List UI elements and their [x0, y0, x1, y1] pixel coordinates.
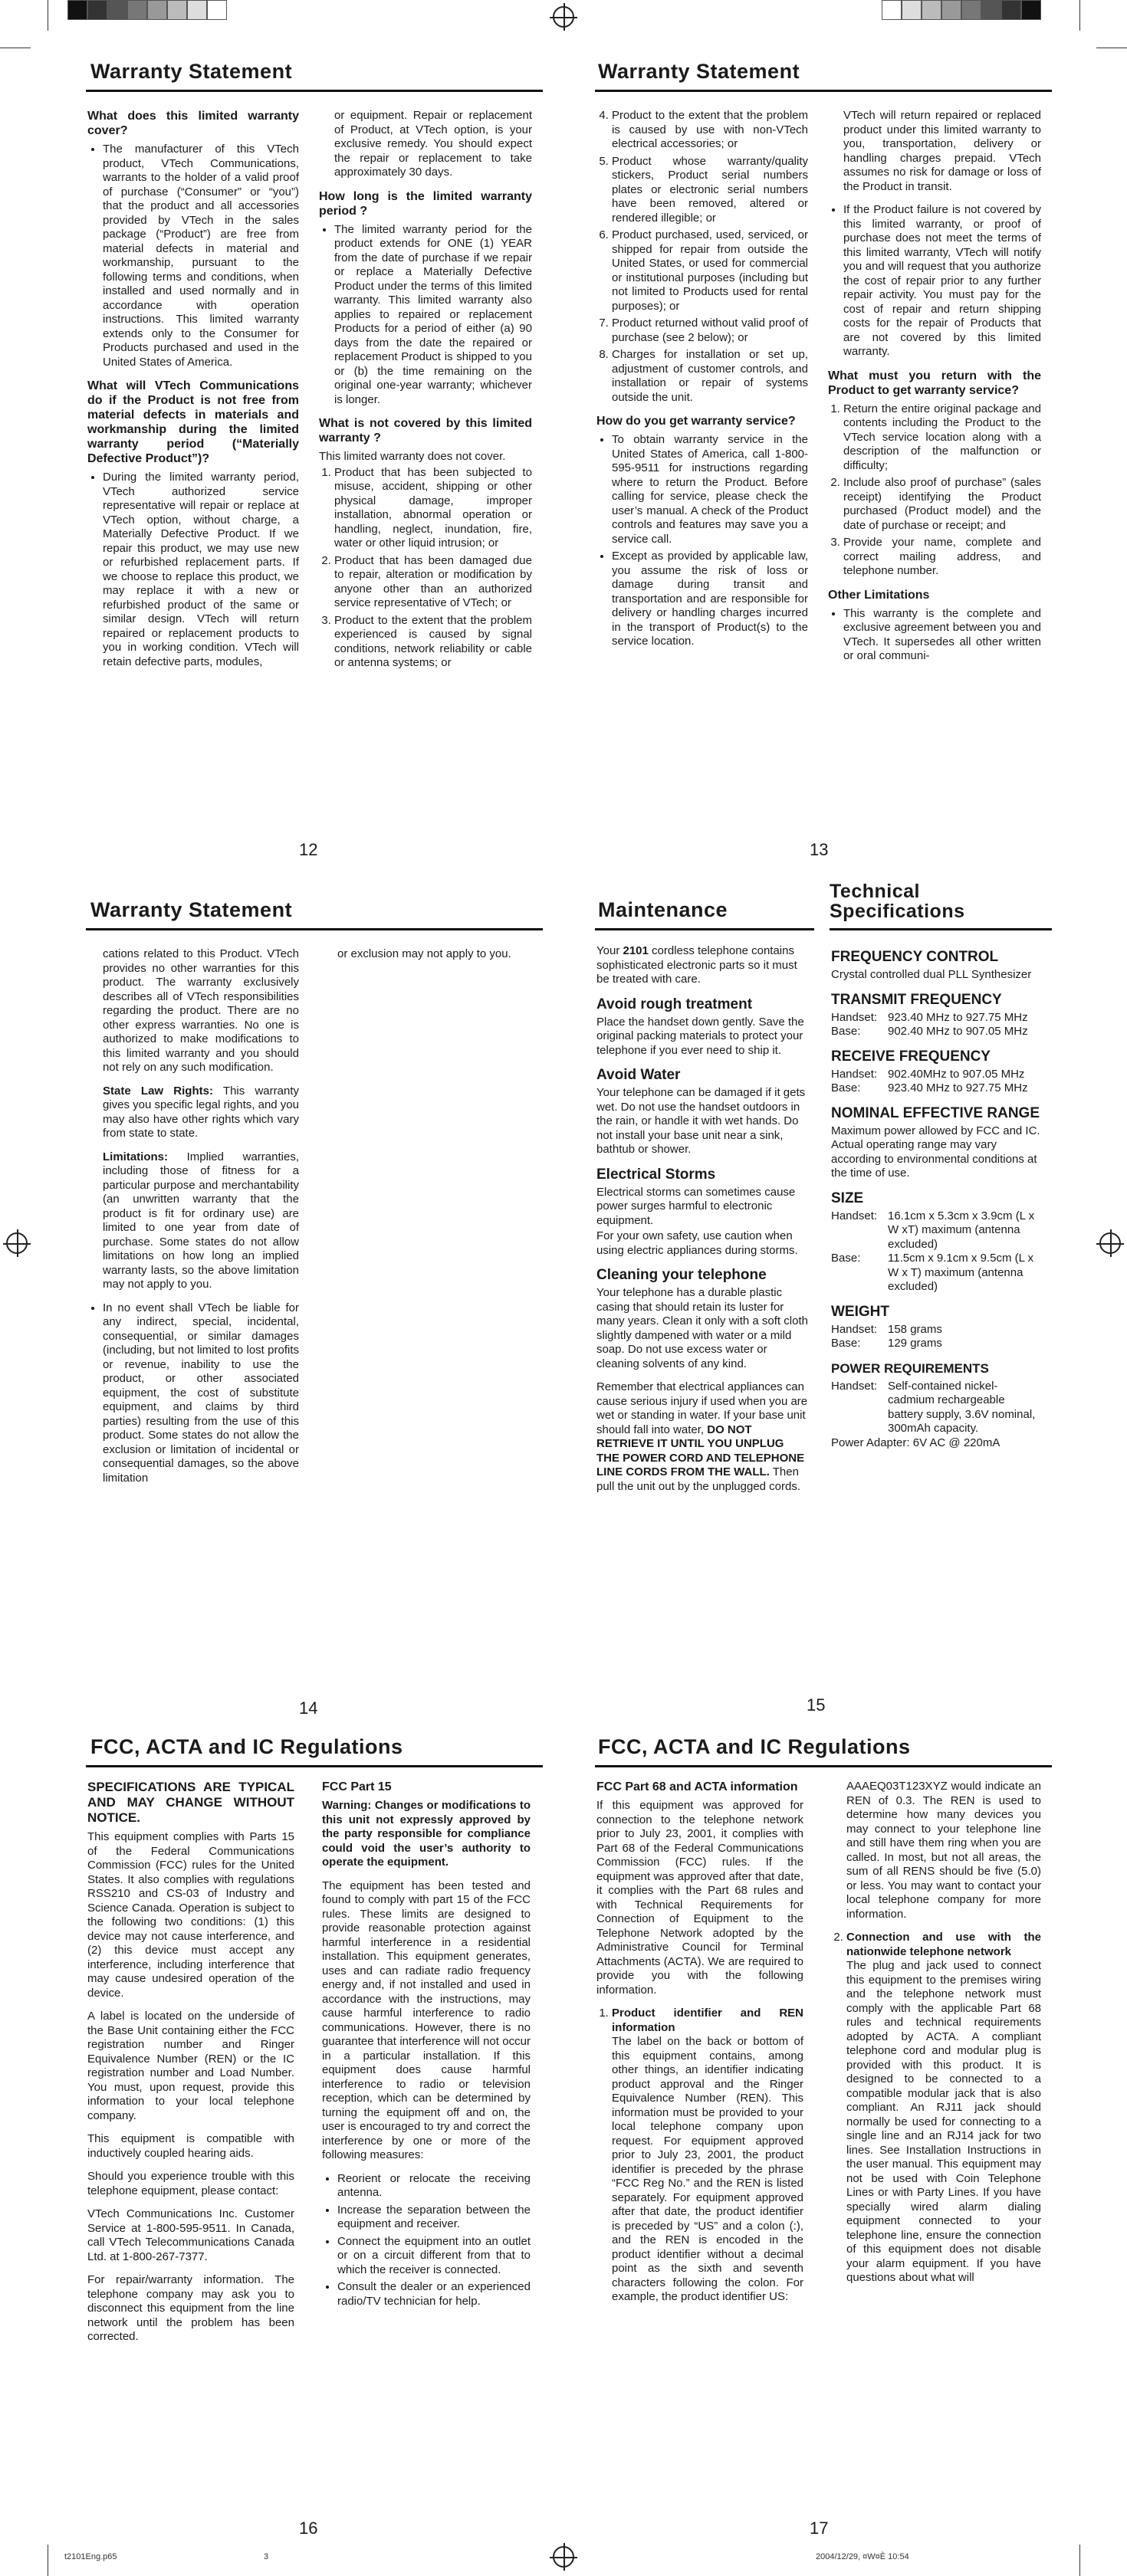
list-item: 2. Product that has been damaged due to repair, alteration or modification by anyone other than an authorized service representative of VTech; or: [334, 554, 532, 611]
crop-mark: [1079, 2545, 1080, 2576]
paragraph: A label is located on the underside of the Base Unit containing either the FCC registration number and Ringer Equivalence Number (REN) or the IC registration number and Load Number. You must, upon request, provide this information to your local telephone company.: [87, 2010, 294, 2122]
subsection-heading: Connection and use with the nationwide telephone network: [846, 1931, 1041, 1958]
page-title: Warranty Statement: [90, 898, 293, 921]
section-heading: What is not covered by this limited warranty ?: [319, 417, 532, 445]
registration-mark-bottom: [553, 2546, 574, 2568]
paragraph: [596, 1380, 808, 1494]
spec-heading: POWER REQUIREMENTS: [831, 1360, 989, 1376]
page17-column-1: [596, 1780, 803, 2314]
spec-key: Handset:: [831, 1067, 878, 1081]
page14-column-1: [103, 947, 299, 1495]
list-item: 3. Product to the extent that the problem experienced is caused by signal conditions, network reliability or cable or antenna systems; or: [334, 614, 532, 671]
paragraph: This equipment is compatible with inductively coupled hearing aids.: [87, 2132, 294, 2160]
page-title: FCC, ACTA and IC Regulations: [598, 1735, 911, 1758]
page16-column-2: [322, 1780, 531, 2318]
list-item: • Consult the dealer or an experienced radio/TV technician for help.: [337, 2280, 531, 2309]
spec-row: [831, 1323, 1043, 1337]
list-item: • The manufacturer of this VTech product, VTech Communications, warrants to the holder of a valid proof of purchase (“Consumer” or “you”) that the product and all accessories provided by VTech in the sales package (“Product”) are free from material defects in material and workmanship, pursuant to the following terms and conditions, when installed and used normally and in accordance with operation instructions. This limited warranty extends only to the Consumer for Products purchased and used in the United States of America.: [103, 143, 299, 369]
list-item: 7. Product returned without valid proof of purchase (see 2 below); or: [612, 317, 808, 345]
list-item: 8. Charges for installation or set up, adjustment of customer controls, and installation or repair of systems outside the unit.: [612, 348, 808, 405]
section-heading: What must you return with the Product to get warranty service?: [828, 369, 1041, 397]
color-bar-left: [67, 0, 227, 20]
section-heading: Electrical Storms: [596, 1166, 716, 1183]
page13-column-2: [828, 109, 1041, 673]
section-heading: Other Limitations: [828, 588, 930, 602]
paragraph: This limited warranty does not cover.: [319, 450, 506, 463]
title-rule: [830, 928, 1052, 930]
spec-heading: NOMINAL EFFECTIVE RANGE: [831, 1104, 1040, 1121]
spec-heading: RECEIVE FREQUENCY: [831, 1048, 991, 1065]
section-heading: SPECIFICATIONS ARE TYPICAL AND MAY CHANGE WITHOUT NOTICE.: [87, 1780, 294, 1825]
specs-column: [831, 944, 1043, 1459]
spec-key: Base:: [831, 1081, 861, 1094]
spec-value: 902.40 MHz to 907.05 MHz: [888, 1025, 1028, 1038]
registration-mark-top: [553, 6, 574, 28]
paragraph: This equipment complies with Parts 15 of the Federal Communications Commission (FCC) rules for the United States. It also complies with regulations RSS210 and CS-03 of Industry and Science Canada. Operation is subject to the following two conditions: (1) this device may not cause interference, and (2) this device must accept any interference, including interference that may cause undesired operation of the device.: [87, 1830, 294, 2000]
print-slug-date: 2004/12/29, ¤W¤È 10:54: [816, 2552, 909, 2561]
text: Then pull the unit out by the unplugged cords.: [596, 1465, 801, 1493]
paragraph: [596, 944, 808, 987]
paragraph: Should you experience trouble with this telephone equipment, please contact:: [87, 2170, 294, 2197]
list-item: • In no event shall VTech be liable for any indirect, special, incidental, consequential, or similar damages (including, but not limited to lost profits or revenue, inability to use the product, or other associated equipment, the cost of substitute equipment, and claims by third parties) resulting from the use of this product. Some states do not allow the exclusion or limitation of incidental or consequential damages, so the above limitation: [103, 1301, 299, 1486]
page17-column-2: [831, 1780, 1041, 2295]
paragraph: For your own safety, use caution when using electric appliances during storms.: [596, 1229, 798, 1257]
spec-key: Handset:: [831, 1322, 878, 1336]
text: Your: [596, 944, 623, 957]
section-heading: What does this limited warranty cover?: [87, 110, 299, 137]
print-slug-sheet: 3: [264, 2552, 269, 2561]
specs-title: Technical Specifications: [830, 881, 965, 922]
title-rule: [595, 928, 814, 930]
spec-heading: FREQUENCY CONTROL: [831, 949, 999, 965]
paragraph: [103, 1085, 299, 1141]
spec-value: 129 grams: [888, 1337, 942, 1350]
section-heading: FCC Part 68 and ACTA information: [596, 1780, 798, 1793]
text: Remember that electrical appliances can cause serious injury if used when you are wet or standing in water. If your base unit should fall into water,: [596, 1380, 808, 1436]
page-title: FCC, ACTA and IC Regulations: [90, 1735, 403, 1758]
spec-text: Maximum power allowed by FCC and IC. Actual operating range may vary according to environmental conditions at the time of use.: [831, 1124, 1040, 1180]
paragraph: If this equipment was approved for connection to the telephone network prior to July 23, 2001, it complies with Part 68 of the Federal Communications Commission (FCC) rules. If the equipment was approved after that date, it complies with the Part 68 rules and with Technical Requirements for Connection of Equipment to the Telephone Network adopted by the Administrative Council for Terminal Attachments (ACTA). We are required to provide you with the following information.: [596, 1799, 803, 1997]
section-heading: Avoid Water: [596, 1067, 681, 1083]
warning-paragraph: Warning: Changes or modifications to this unit not expressly approved by the party responsible for compliance could void the user’s authority to operate the equipment.: [322, 1799, 531, 1869]
title-rule: [595, 1765, 1052, 1767]
spec-key: Handset:: [831, 1209, 878, 1222]
page13-column-1: [596, 109, 808, 658]
spec-row: [831, 1081, 1043, 1096]
text: Implied warranties, including those of fitness for a particular purpose and merchantability (an unwritten warranty that the product is fit for ordinary use) are limited to one year from date of purchase. Some states do not allow limitations on how long an implied warranty lasts, so the above limitation may not apply to you.: [103, 1150, 299, 1291]
spec-value: 11.5cm x 9.1cm x 9.5cm (L x W x T) maximum (antenna excluded): [888, 1252, 1034, 1293]
page14-column-2: [337, 947, 514, 971]
list-item: • Except as provided by applicable law, you assume the risk of loss or damage during transit and transportation and are responsible for delivery or handling charges incurred in the transport of Product(s) to the service location.: [612, 550, 808, 649]
title-rule: [86, 1765, 543, 1767]
text: The plug and jack used to connect this equipment to the premises wiring and the telephone network must comply with the applicable Part 68 rules and technical requirements adopted by ACTA. A compliant telephone cord and modular plug is provided with this product. It is designed to be connected to a compatible modular jack that is also compliant. An RJ11 jack should normally be used for connecting to a single line and an RJ14 jack for two lines. See Installation Instructions in the user manual. This equipment may not be used with Coin Telephone Lines or with Party Lines. If you have specially wired alarm dialing equipment connected to your telephone line, ensure the connection of this equipment does not disable your alarm equipment. If you have questions about what will: [846, 1959, 1041, 2284]
label: State Law Rights:: [103, 1084, 213, 1098]
spec-row: [831, 1011, 1043, 1025]
spec-value: 158 grams: [888, 1322, 942, 1336]
list-item: • The limited warranty period for the product extends for ONE (1) YEAR from the date of purchase if we repair or replace a Materially Defective Product under the terms of this limited warranty. This limited warranty also applies to repaired or replacement Products for a period of either (a) 90 days from the date the repaired or replacement Product is shipped to you or (b) the time remaining on the original one-year warranty; whichever is longer.: [334, 223, 532, 408]
paragraph: The equipment has been tested and found to comply with part 15 of the FCC rules. These limits are designed to provide reasonable protection against harmful interference in a residential installation. This equipment generates, uses and can radiate radio frequency energy and, if not installed and used in accordance with the instructions, may cause harmful interference to radio communications. However, there is no guarantee that interference will not occur in a particular installation. If this equipment does cause harmful interference to radio or television reception, which can be determined by turning the equipment off and on, the user is encouraged to try and correct the interference by one or more of the following measures:: [322, 1879, 531, 2161]
text: The label on the back or bottom of this equipment contains, among other things, an identifier indicating product approval and the Ringer Equivalence Number (REN). This information must be provided to your local telephone company upon request. For equipment approved prior to July 23, 2001, the product identifier is preceded by the phrase “FCC Reg No.” and the REN is listed separately. For equipment approved after that date, the product identifier is preceded by “US” and a colon (:), and the REN is encoded in the product identifier without a decimal point as the sixth and seventh characters following the colon. For example, the product identifier US:: [612, 2035, 803, 2303]
spec-value: Self-contained nickel-cadmium rechargeable battery supply, 3.6V nominal, 300mAh capacity.: [888, 1379, 1036, 1435]
paragraph: AAAEQ03T123XYZ would indicate an REN of 0.3. The REN is used to determine how many devices you may connect to your telephone line and still have them ring when you are called. In most, but not all areas, the sum of all RENS should be five (5.0) or less. You may want to contact your local telephone company for more information.: [846, 1780, 1041, 1921]
list-item: 1. Product that has been subjected to misuse, accident, shipping or other physical damage, improper installation, abnormal operation or handling, neglect, inundation, fire, water or other liquid intrusion; or: [334, 466, 532, 551]
list-item: 3. Provide your name, complete and correct mailing address, and telephone number.: [843, 536, 1041, 579]
crop-mark: [1079, 0, 1080, 31]
list-item: • Increase the separation between the equipment and receiver.: [337, 2204, 531, 2232]
paragraph: Place the handset down gently. Save the original packing materials to protect your telephone if you ever need to ship it.: [596, 1015, 804, 1057]
title-rule: [595, 90, 1052, 92]
paragraph: Your telephone can be damaged if it gets wet. Do not use the handset outdoors in the rain, or handle it with wet hands. Do not install your base unit near a sink, bathtub or shower.: [596, 1086, 806, 1156]
list-item: 6. Product purchased, used, serviced, or shipped for repair from outside the United States, or used for commercial or institutional purposes (including but not limited to Products used for rental purposes); or: [612, 228, 808, 313]
list-item: • Reorient or relocate the receiving antenna.: [337, 2172, 531, 2200]
registration-mark-left: [6, 1232, 28, 1254]
section-heading: Avoid rough treatment: [596, 996, 753, 1012]
section-heading: FCC Part 15: [322, 1780, 392, 1793]
spec-text: Crystal controlled dual PLL Synthesizer: [831, 968, 1032, 981]
paragraph: VTech Communications Inc. Customer Service at 1-800-595-9511. In Canada, call VTech Telecommunications Canada Ltd. at 1-800-267-7377.: [87, 2207, 294, 2263]
spec-heading: SIZE: [831, 1190, 864, 1206]
spec-value: 902.40MHz to 907.05 MHz: [888, 1067, 1025, 1081]
page12-column-1: [87, 109, 299, 678]
spec-text: Power Adapter: 6V AC @ 220mA: [831, 1436, 1001, 1449]
list-item: • This warranty is the complete and exclusive agreement between you and VTech. It supersedes all other written or oral communi-: [843, 607, 1041, 664]
registration-mark-right: [1099, 1232, 1121, 1254]
page-number: 14: [299, 1698, 318, 1718]
spec-key: Base:: [831, 1252, 861, 1265]
list-item: [612, 2007, 803, 2305]
list-item: • Connect the equipment into an outlet or on a circuit different from that to which the receiver is connected.: [337, 2235, 531, 2278]
list-item: • During the limited warranty period, VTech authorized service representative will repair or replace at VTech option, without charge, a Materially Defective Product. If we repair this product, we may use new or refurbished replacement parts. If we choose to replace this product, we may replace it with a new or refurbished product of the same or similar design. VTech will return repaired or replacement products to you in working condition. VTech will retain defective parts, modules,: [103, 471, 299, 669]
page-number: 13: [810, 840, 829, 859]
spec-row: [831, 1337, 1043, 1351]
list-item: 2. Include also proof of purchase” (sales receipt) identifying the Product purchased (Product model) and the date of purchase or receipt; and: [843, 476, 1041, 533]
spec-value: 923.40 MHz to 927.75 MHz: [888, 1010, 1028, 1024]
paragraph: [103, 1150, 299, 1292]
paragraph: or equipment. Repair or replacement of Product, at VTech option, is your exclusive remedy. You should expect the repair or replacement to take approximately 30 days.: [334, 109, 532, 179]
page-title: Maintenance: [598, 898, 728, 921]
spec-heading: WEIGHT: [831, 1303, 889, 1320]
paragraph: For repair/warranty information. The telephone company may ask you to disconnect this equipment from the line network until the problem has been corrected.: [87, 2273, 294, 2343]
list-item: 5. Product whose warranty/quality stickers, Product serial numbers plates or electronic serial numbers have been removed, altered or rendered illegible; or: [612, 155, 808, 226]
section-heading: Cleaning your telephone: [596, 1267, 767, 1283]
paragraph: Electrical storms can sometimes cause power surges harmful to electronic equipment.: [596, 1185, 796, 1227]
maintenance-column: [596, 944, 808, 1503]
page12-column-2: [319, 109, 532, 680]
page-title: Warranty Statement: [598, 60, 800, 83]
paragraph: VTech will return repaired or replaced product under this limited warranty to you, transportation, delivery or handling charges prepaid. VTech assumes no risk for damage or loss of the Product in transit.: [843, 109, 1041, 193]
spec-key: Handset:: [831, 1379, 878, 1393]
paragraph: or exclusion may not apply to you.: [337, 947, 511, 960]
section-heading: What will VTech Communications do if the Product is not free from material defects in materials and workmanship during the limited warranty period (“Materially Defective Product”)?: [87, 379, 299, 465]
title-rule: [86, 928, 543, 930]
text: cordless telephone contains sophisticated electronic parts so it must be treated with care.: [596, 944, 797, 986]
list-item: • To obtain warranty service in the United States of America, call 1-800-595-9511 for instructions regarding where to return the Product. Before calling for service, please check the user’s manual. A check of the Product controls and features may save you a service call.: [612, 433, 808, 546]
paragraph: Your telephone has a durable plastic casing that should retain its luster for many years. Clean it only with a soft cloth slightly dampened with water or a mild soap. Do not use excess water or cleaning solvents of any kind.: [596, 1286, 808, 1370]
spec-value: 16.1cm x 5.3cm x 3.9cm (L x W xT) maximum (antenna excluded): [888, 1209, 1035, 1251]
spec-key: Handset:: [831, 1010, 878, 1024]
spec-row: [831, 1380, 1043, 1436]
page-title: Warranty Statement: [90, 60, 293, 83]
page16-column-1: [87, 1780, 294, 2354]
list-item: 1. Return the entire original package and contents including the Product to the VTech service location along with a description of the malfunction or difficulty;: [843, 402, 1041, 474]
spec-key: Base:: [831, 1337, 861, 1350]
page-number: 12: [299, 840, 318, 859]
warning-text: DO NOT RETRIEVE IT UNTIL YOU UNPLUG THE POWER CORD AND TELEPHONE LINE CORDS FROM THE WALL.: [596, 1423, 805, 1478]
paragraph: cations related to this Product. VTech provides no other warranties for this product. The warranty exclusively describes all of VTech responsibilities regarding the product. There are no other express warranties. No one is authorized to make modifications to this limited warranty and you should not rely on any such modification.: [103, 947, 299, 1074]
list-item: 4. Product to the extent that the problem is caused by use with non-VTech electrical accessories; or: [612, 109, 808, 152]
subsection-heading: Product identifier and REN information: [612, 2007, 803, 2034]
spec-key: Base:: [831, 1025, 861, 1038]
section-heading: How do you get warranty service?: [596, 415, 796, 428]
list-item: • If the Product failure is not covered by this limited warranty, or proof of purchase does not meet the terms of this limited warranty, VTech will notify you and will request that you authorize the cost of repair prior to any further repair activity. You must pay for the cost of repair and return shipping costs for the repair of Products that are not covered by this limited warranty.: [843, 203, 1041, 359]
text: This warranty gives you specific legal rights, and you may also have other rights which vary from state to state.: [103, 1084, 299, 1140]
spec-value: 923.40 MHz to 927.75 MHz: [888, 1081, 1028, 1094]
spec-row: [831, 1209, 1043, 1252]
spec-row: [831, 1068, 1043, 1082]
spec-row: [831, 1025, 1043, 1039]
model-number: 2101: [623, 944, 649, 957]
print-slug-file: t2101Eng.p65: [64, 2552, 117, 2561]
page-number: 17: [810, 2519, 829, 2538]
section-heading: How long is the limited warranty period ?: [319, 189, 532, 218]
color-bar-right: [882, 0, 1041, 20]
page-number: 16: [299, 2519, 318, 2538]
list-item: [846, 1931, 1041, 2286]
spec-heading: TRANSMIT FREQUENCY: [831, 991, 1002, 1008]
page-number: 15: [807, 1695, 826, 1715]
label: Limitations:: [103, 1150, 168, 1163]
title-rule: [86, 90, 543, 92]
spec-row: [831, 1252, 1043, 1295]
